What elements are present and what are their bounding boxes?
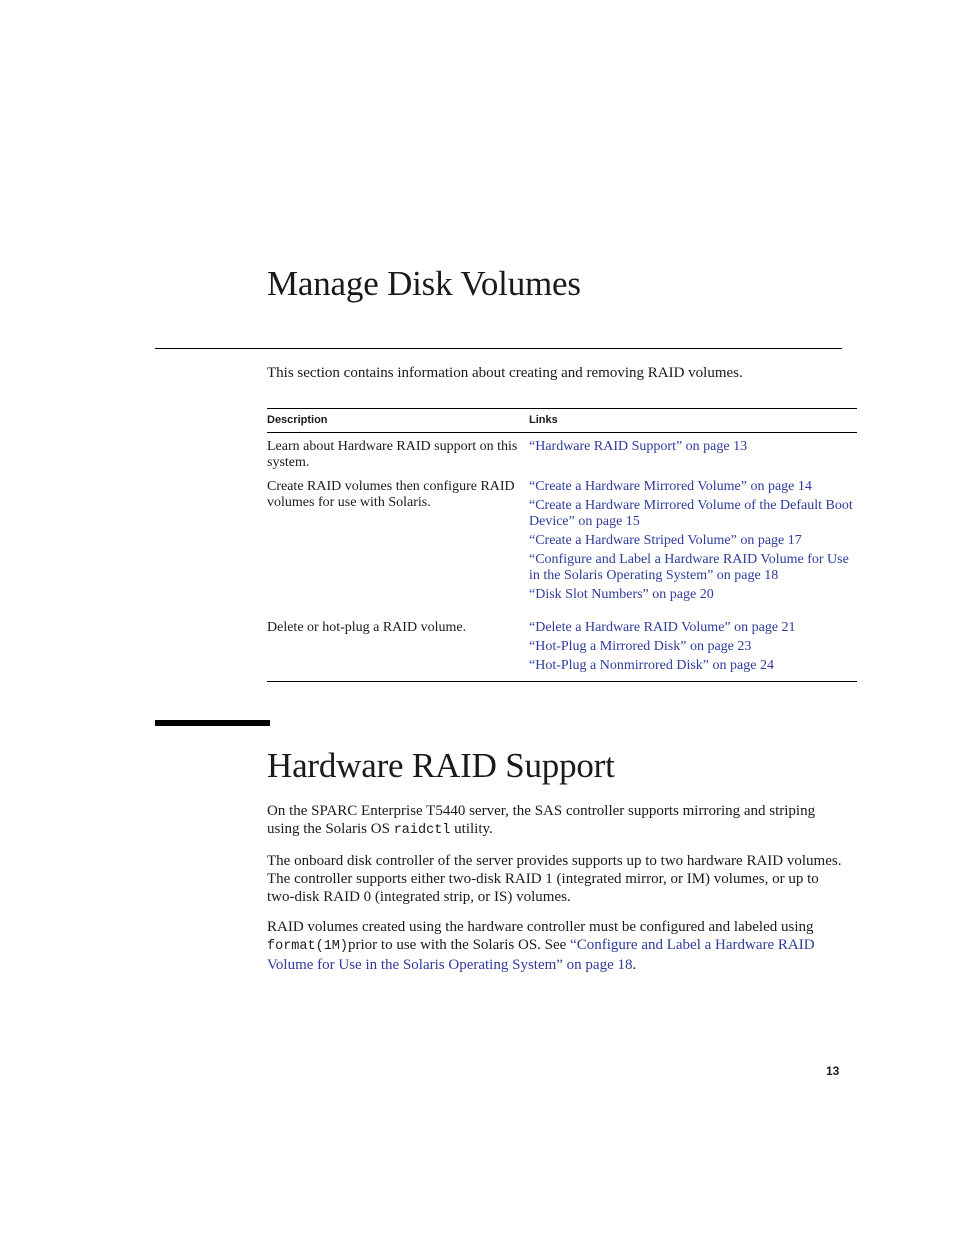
- link-create-mirrored-volume[interactable]: “Create a Hardware Mirrored Volume” on page 14: [529, 479, 812, 494]
- link-create-striped-volume[interactable]: “Create a Hardware Striped Volume” on page 17: [529, 533, 802, 548]
- link-configure-label-volume[interactable]: “Configure and Label a Hardware RAID Volume for Use in the Solaris Operating System” on page 18: [529, 552, 849, 583]
- link-delete-raid-volume[interactable]: “Delete a Hardware RAID Volume” on page 21: [529, 620, 796, 635]
- section-marker-bar: [155, 720, 270, 726]
- row-description: Delete or hot-plug a RAID volume.: [267, 614, 529, 682]
- section-divider: [155, 348, 842, 349]
- table-row: [267, 614, 857, 682]
- link-hot-plug-nonmirrored[interactable]: “Hot-Plug a Nonmirrored Disk” on page 24: [529, 658, 774, 673]
- link-disk-slot-numbers[interactable]: “Disk Slot Numbers” on page 20: [529, 587, 714, 602]
- link-hardware-raid-support[interactable]: “Hardware RAID Support” on page 13: [529, 439, 748, 454]
- code-raidctl: raidctl: [393, 823, 451, 838]
- link-create-mirrored-boot-volume[interactable]: “Create a Hardware Mirrored Volume of the Default Boot Device” on page 15: [529, 498, 853, 529]
- paragraph: [267, 918, 842, 974]
- link-hot-plug-mirrored[interactable]: “Hot-Plug a Mirrored Disk” on page 23: [529, 639, 752, 654]
- section-body: [267, 802, 842, 986]
- row-description: Learn about Hardware RAID support on this system.: [267, 439, 518, 470]
- paragraph-text: RAID volumes created using the hardware controller must be configured and labeled using: [267, 919, 814, 935]
- row-links: [529, 433, 857, 472]
- header-description: Description: [267, 409, 529, 433]
- link-configure-label-volume-inline[interactable]: “Configure and Label a Hardware RAID Volume for Use in the Solaris Operating System” on page 18: [267, 937, 815, 973]
- links-table-container: [267, 408, 857, 682]
- table-row: [267, 433, 857, 472]
- paragraph: [267, 802, 842, 840]
- table-row: [267, 471, 857, 614]
- paragraph-text: On the SPARC Enterprise T5440 server, the SAS controller supports mirroring and striping using the Solaris OS: [267, 803, 816, 837]
- page-number: 13: [826, 1064, 840, 1078]
- row-links: [529, 614, 857, 682]
- header-links: Links: [529, 409, 857, 433]
- section-title-manage-disk-volumes: Manage Disk Volumes: [267, 264, 581, 303]
- paragraph-text: utility.: [450, 821, 493, 837]
- row-links: [529, 471, 857, 614]
- links-table: [267, 408, 857, 682]
- paragraph-text: .: [632, 957, 637, 973]
- paragraph: The onboard disk controller of the server provides supports up to two hardware RAID volumes. The controller supports either two-disk RAID 1 (integrated mirror, or IM) volumes, or up to two-disk RAID 0 (integrated strip, or IS) volumes.: [267, 853, 842, 905]
- row-description: Create RAID volumes then configure RAID volumes for use with Solaris.: [267, 479, 515, 510]
- section-intro: This section contains information about creating and removing RAID volumes.: [267, 365, 743, 381]
- section-title-hardware-raid-support: Hardware RAID Support: [267, 746, 615, 785]
- paragraph-text: prior to use with the Solaris OS. See: [348, 937, 571, 953]
- code-format: format(1M): [267, 939, 349, 954]
